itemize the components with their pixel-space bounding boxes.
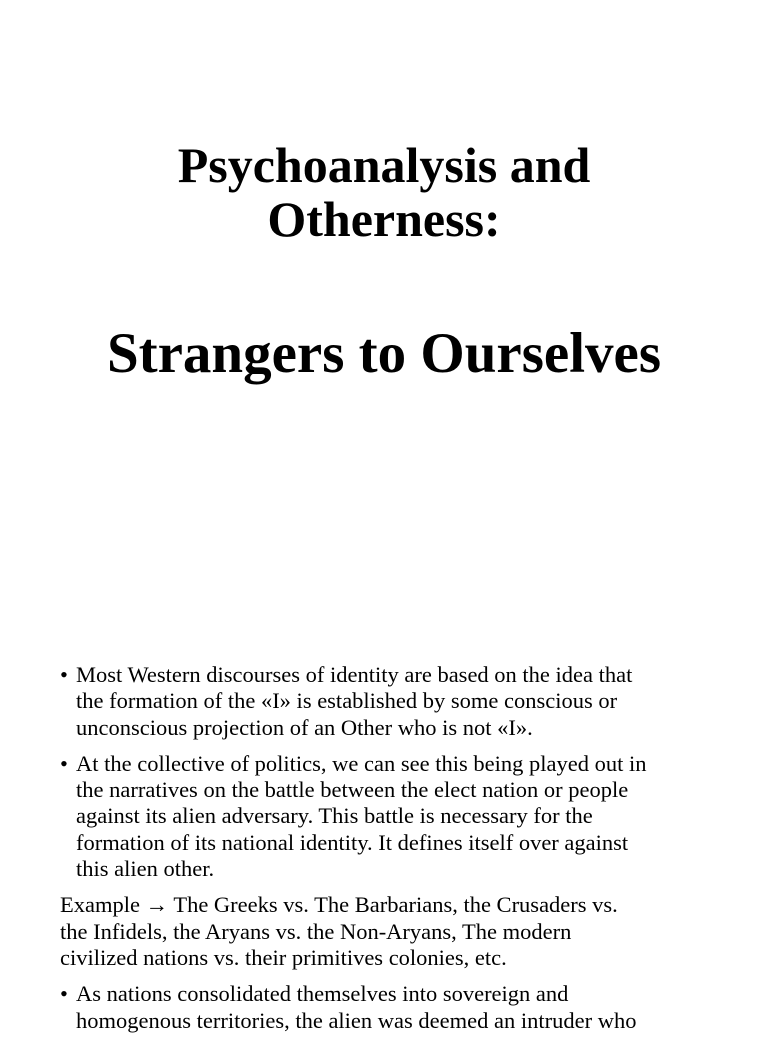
example-paragraph — [60, 892, 750, 971]
bullet-line: Most Western discourses of identity are based on the idea that — [76, 662, 633, 687]
bullet-item — [60, 662, 750, 741]
slide-title-line: Otherness: — [267, 191, 501, 247]
bullet-dot: • — [60, 662, 68, 687]
bullet-line: formation of its national identity. It defines itself over against — [76, 829, 629, 855]
bullet-line: against its alien adversary. This battle is necessary for the — [76, 803, 593, 829]
bullet-line: At the collective of politics, we can see this being played out in — [76, 750, 647, 776]
bullet-dot: • — [60, 750, 68, 776]
bullet-dot: • — [60, 981, 68, 1007]
bullet-line: this alien other. — [76, 856, 215, 882]
slide-title-line: Psychoanalysis and — [177, 137, 591, 193]
bullet-line: the formation of the «I» is established by some conscious or — [76, 688, 618, 714]
example-line — [60, 892, 750, 918]
bullet-line: unconscious projection of an Other who is not «I». — [76, 714, 533, 740]
arrow-right-icon: → — [145, 892, 169, 918]
bullet-item — [60, 981, 750, 1034]
example-label: Example — [60, 892, 140, 918]
example-text: The Greeks vs. The Barbarians, the Crusaders vs. — [168, 892, 618, 918]
example-line: the Infidels, the Aryans vs. the Non-Aryans, The modern — [60, 918, 572, 944]
content-slide — [60, 662, 750, 1044]
bullet-item — [60, 751, 750, 882]
bullet-line: homogenous territories, the alien was deemed an intruder who — [76, 1007, 637, 1033]
example-line: civilized nations vs. their primitives colonies, etc. — [60, 944, 507, 970]
bullet-line: As nations consolidated themselves into sovereign and — [76, 981, 569, 1007]
bullet-line: the narratives on the battle between the elect nation or people — [76, 777, 629, 803]
slide-title — [0, 138, 768, 246]
slide-subtitle: Strangers to Ourselves — [106, 322, 662, 385]
